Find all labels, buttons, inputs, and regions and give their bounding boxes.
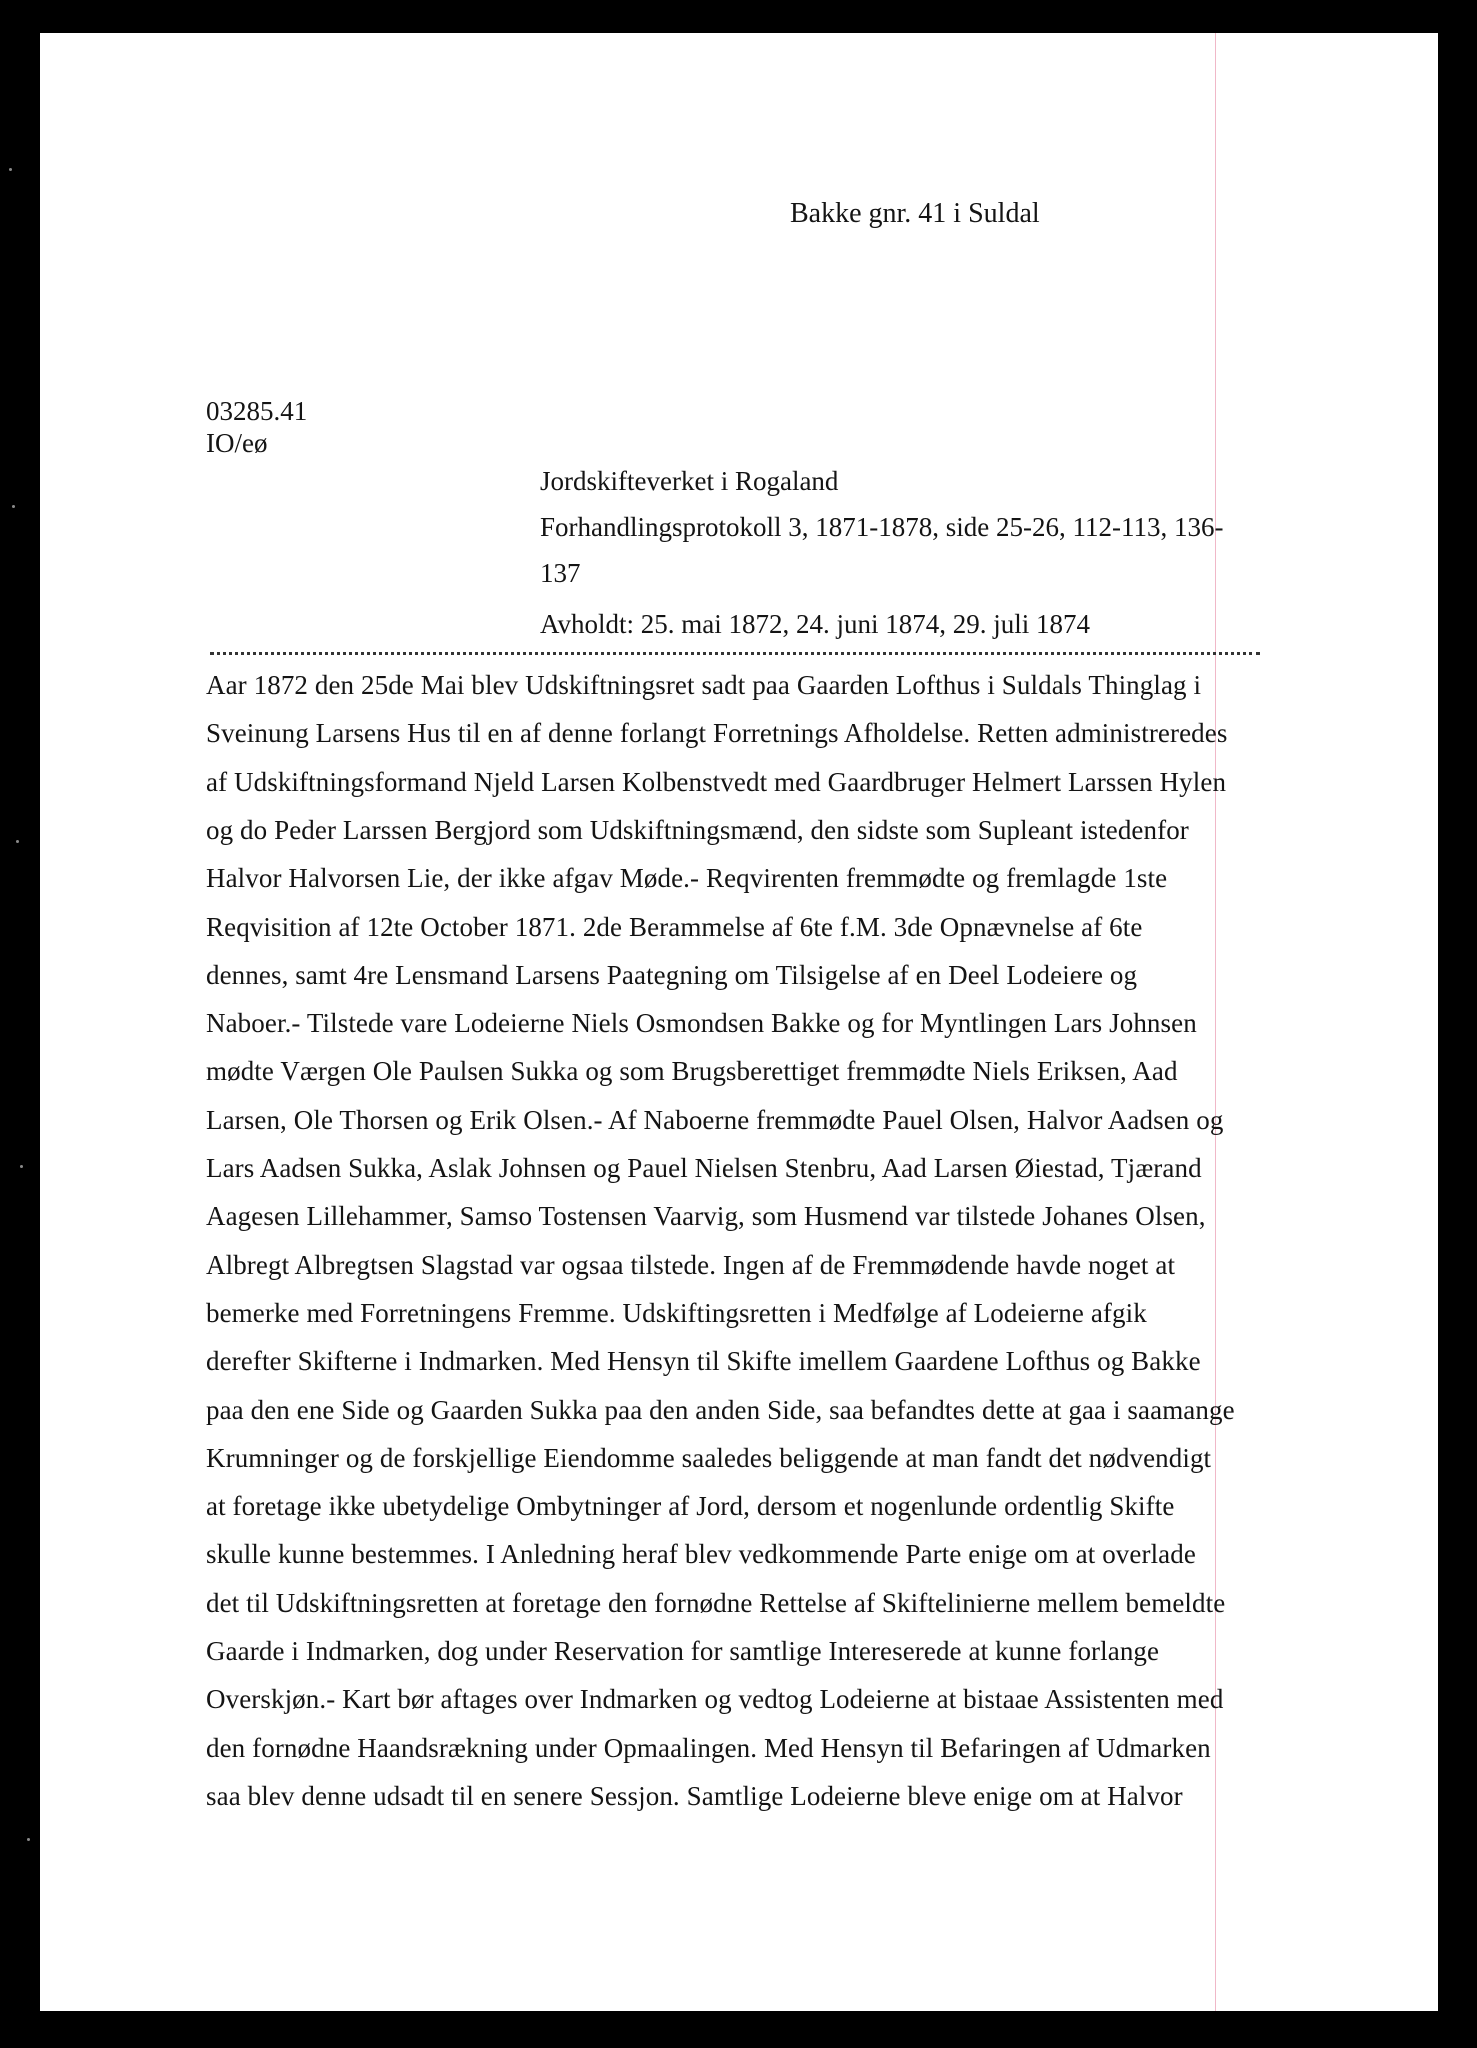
body-line: paa den ene Side og Gaarden Sukka paa den anden Side, saa befandtes dette at gaa i saamange: [206, 1395, 1235, 1425]
reference-number: 03285.41: [206, 396, 308, 426]
body-line: Aar 1872 den 25de Mai blev Udskiftningsret sadt paa Gaarden Lofthus i Suldals Thinglag i: [206, 670, 1202, 700]
body-line: af Udskiftningsformand Njeld Larsen Kolbenstvedt med Gaardbruger Helmert Larssen Hylen: [206, 767, 1227, 797]
body-line: Krumninger og de forskjellige Eiendomme saaledes beliggende at man fandt det nødvendigt: [206, 1443, 1212, 1473]
body-line: saa blev denne udsadt til en senere Sessjon. Samtlige Lodeierne bleve enige om at Halvor: [206, 1781, 1183, 1811]
scan-speck: [9, 168, 12, 171]
source-archive: Jordskifteverket i Rogaland: [540, 466, 839, 496]
source-protocol: Forhandlingsprotokoll 3, 1871-1878, side 25-26, 112-113, 136-: [540, 512, 1224, 542]
body-line: at foretage ikke ubetydelige Ombytninger af Jord, dersom et nogenlunde ordentlig Skifte: [206, 1491, 1175, 1521]
body-line: Naboer.- Tilstede vare Lodeierne Niels Osmondsen Bakke og for Myntlingen Lars Johnsen: [206, 1008, 1197, 1038]
scan-speck: [16, 840, 19, 843]
body-line: den fornødne Haandsrækning under Opmaalingen. Med Hensyn til Befaringen af Udmarken: [206, 1733, 1211, 1763]
scan-speck: [27, 1838, 30, 1841]
source-held-dates: Avholdt: 25. mai 1872, 24. juni 1874, 29. juli 1874: [540, 609, 1090, 639]
reference-initials: IO/eø: [206, 428, 268, 458]
body-line: Overskjøn.- Kart bør aftages over Indmarken og vedtog Lodeierne at bistaae Assistenten med: [206, 1684, 1224, 1714]
body-line: mødte Værgen Ole Paulsen Sukka og som Brugsberettiget fremmødte Niels Eriksen, Aad: [206, 1056, 1178, 1086]
scan-speck: [12, 505, 15, 508]
body-line: og do Peder Larssen Bergjord som Udskiftningsmænd, den sidste som Supleant istedenfor: [206, 815, 1189, 845]
margin-rule: [1215, 33, 1216, 2011]
body-line: Halvor Halvorsen Lie, der ikke afgav Møde.- Reqvirenten fremmødte og fremlagde 1ste: [206, 863, 1168, 893]
document-title: Bakke gnr. 41 i Suldal: [790, 198, 1040, 229]
body-line: Aagesen Lillehammer, Samso Tostensen Vaarvig, som Husmend var tilstede Johanes Olsen,: [206, 1201, 1206, 1231]
scan-speck: [20, 1165, 23, 1168]
body-line: Reqvisition af 12te October 1871. 2de Berammelse af 6te f.M. 3de Opnævnelse af 6te: [206, 912, 1143, 942]
body-line: dennes, samt 4re Lensmand Larsens Paategning om Tilsigelse af en Deel Lodeiere og: [206, 960, 1138, 990]
body-line: bemerke med Forretningens Fremme. Udskiftingsretten i Medfølge af Lodeierne afgik: [206, 1298, 1147, 1328]
body-line: Larsen, Ole Thorsen og Erik Olsen.- Af Naboerne fremmødte Pauel Olsen, Halvor Aadsen og: [206, 1105, 1224, 1135]
body-line: Sveinung Larsens Hus til en af denne forlangt Forretnings Afholdelse. Retten administreredes: [206, 718, 1228, 748]
body-line: Lars Aadsen Sukka, Aslak Johnsen og Pauel Nielsen Stenbru, Aad Larsen Øiestad, Tjærand: [206, 1153, 1202, 1183]
body-line: derefter Skifterne i Indmarken. Med Hensyn til Skifte imellem Gaardene Lofthus og Bakke: [206, 1346, 1201, 1376]
body-line: skulle kunne bestemmes. I Anledning heraf blev vedkommende Parte enige om at overlade: [206, 1539, 1196, 1569]
source-protocol-continued: 137: [540, 558, 581, 588]
body-line: Gaarde i Indmarken, dog under Reservation for samtlige Intereserede at kunne forlange: [206, 1636, 1160, 1666]
body-line: Albregt Albregtsen Slagstad var ogsaa tilstede. Ingen af de Fremmødende havde noget at: [206, 1250, 1176, 1280]
dotted-separator: [210, 652, 1260, 655]
body-line: det til Udskiftningsretten at foretage den fornødne Rettelse af Skiftelinierne mellem bemeldte: [206, 1588, 1226, 1618]
